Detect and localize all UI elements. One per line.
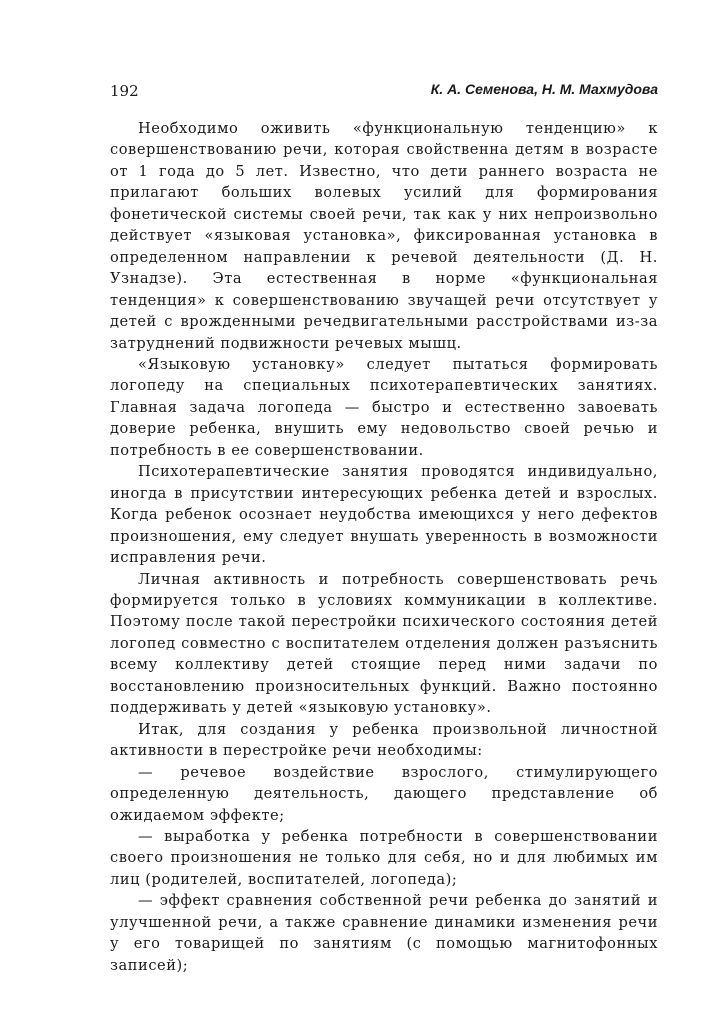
list-item-need-for-improvement: — выработка у ребенка потребности в совершенствовании своего произношения не только для себя, но и для любимых им лиц (родителей, воспитателей, логопеда); [110,827,658,888]
paragraph-psychotherapy-sessions: Психотерапевтические занятия проводятся индивидуально, иногда в присутствии интересующих ребенка детей и взрослых. Когда ребенок осознает неудобства имеющихся у него дефектов произношения, ему следует внушать уверенность в возможности исправления речи. [110,463,658,567]
running-head-authors: К. А. Семенова, Н. М. Махмудова [430,81,658,97]
paragraph-personal-activity: Личная активность и потребность совершенствовать речь формируется только в условиях коммуникации в коллективе. Поэтому после такой перестройки психического состояния детей логопед совместно с воспитателем отделения должен разъяснить всему коллективу детей стоящие перед ними задачи по восстановлению произносительных функций. Важно постоянно поддерживать у детей «языковую установку». [110,570,658,717]
paragraph-language-tendency: Необходимо оживить «функциональную тенденцию» к совершенствованию речи, которая свойственна детям в возрасте от 1 года до 5 лет. Известно, что дети раннего возраста не прилагают больших волевых усилий для формирования фонетической системы своей речи, так как у них непроизвольно действует «языковая установка», фиксированная установка в определенном направлении к речевой деятельности (Д. Н. Узнадзе). Эта естественная в норме «функциональная тенденция» к совершенствованию звучащей речи отсутствует у детей с врожденными речедвигательными расстройствами из-за затруднений подвижности речевых мышц. [110,120,658,352]
body-text [110,118,658,976]
paragraph-language-set: «Языковую установку» следует пытаться формировать логопеду на специальных психотерапевтических занятиях. Главная задача логопеда — быстро и естественно завоевать доверие ребенка, внушить ему недовольство своей речью и потребность в ее совершенствовании. [110,355,658,459]
list-item-comparison-effect: — эффект сравнения собственной речи ребенка до занятий и улучшенной речи, а также сравнение динамики изменения речи у его товарищей по занятиям (с помощью магнитофонных записей); [110,892,658,974]
paragraph-requirements-intro: Итак, для создания у ребенка произвольной личностной активности в перестройке речи необходимы: [110,720,658,760]
page-number: 192 [110,82,139,100]
list-item-adult-speech-influence: — речевое воздействие взрослого, стимулирующего определенную деятельность, дающего представление об ожидаемом эффекте; [110,763,658,824]
running-head [110,78,658,100]
